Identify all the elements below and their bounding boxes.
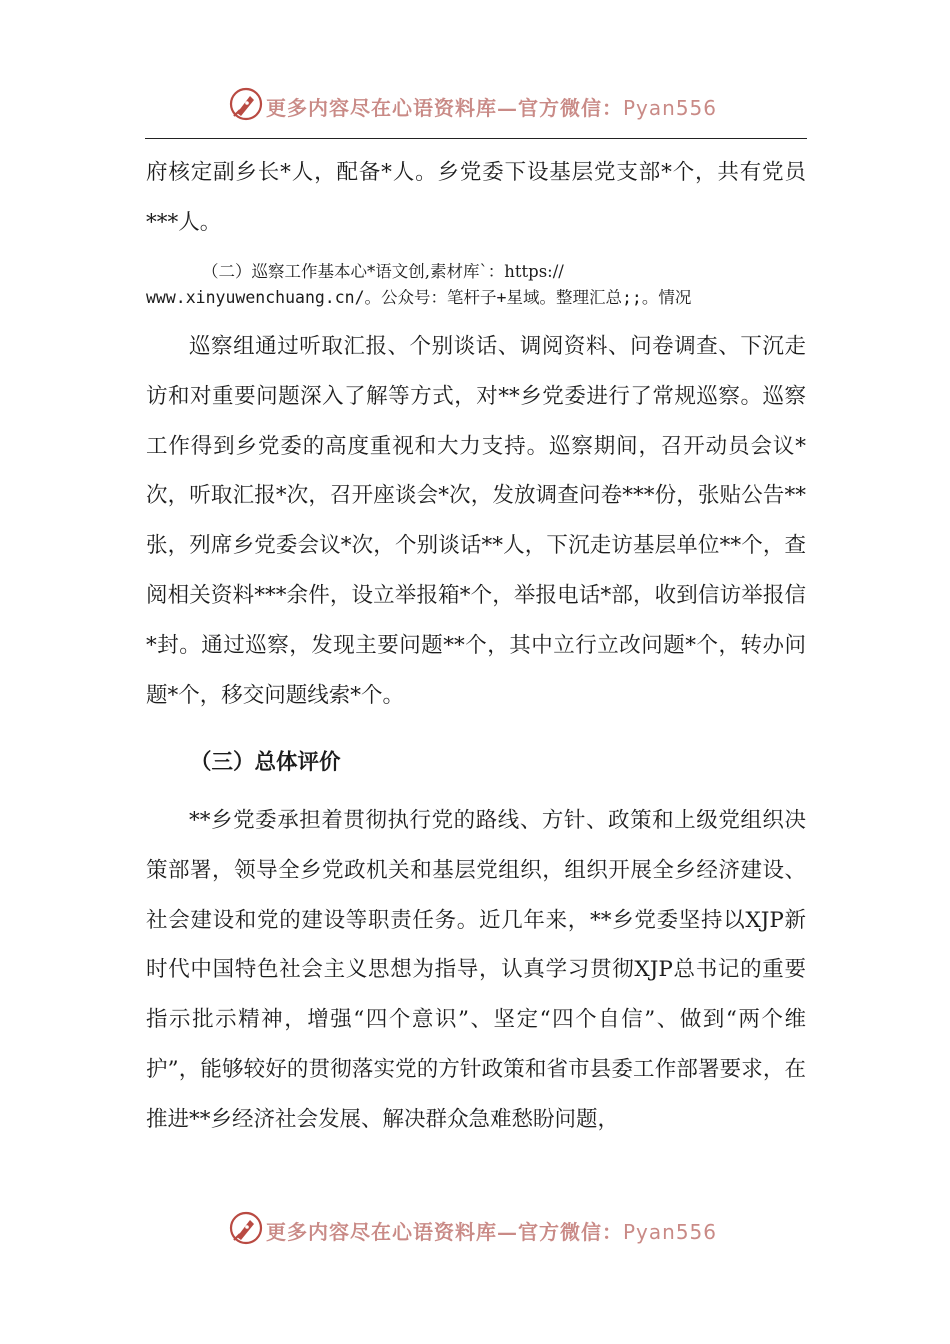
banner-text <box>266 92 717 121</box>
section-3-heading: （三）总体评价 <box>190 750 341 775</box>
section-2-heading-line1: （二）巡察工作基本心*语文创,素材库`：https:// <box>202 262 564 281</box>
paragraph-overall-evaluation: **乡党委承担着贯彻执行党的路线、方针、政策和上级党组织决策部署，领导全乡党政机关和基层党组织，组织开展全乡经济建设、社会建设和党的建设等职责任务。近几年来，**乡党委坚持以XJP新时代中国特色社会主义思想为指导，认真学习贯彻XJP总书记的重要指示批示精神，增强“四个意识”、坚定“四个自信”、做到“两个维护”，能够较好的贯彻落实党的方针政策和省市县委工作部署要求，在推进**乡经济社会发展、解决群众急难愁盼问题， <box>146 808 806 1132</box>
banner-wechat-id: Pyan556 <box>623 96 718 120</box>
section-2-heading-line2: www.xinyuwenchuang.cn/。公众号：笔杆子+星域。整理汇总;;。情况 <box>146 288 692 307</box>
footer-watermark-banner <box>0 1210 950 1250</box>
paragraph-inspection-work: 巡察组通过听取汇报、个别谈话、调阅资料、问卷调查、下沉走访和对重要问题深入了解等方式，对**乡党委进行了常规巡察。巡察工作得到乡党委的高度重视和大力支持。巡察期间，召开动员会议*次，听取汇报*次，召开座谈会*次，发放调查问卷***份，张贴公告**张，列席乡党委会议*次，个别谈话**人，下沉走访基层单位**个，查阅相关资料***余件，设立举报箱*个，举报电话*部，收到信访举报信*封。通过巡察，发现主要问题**个，其中立行立改问题*个，转办问题*个，移交问题线索*个。 <box>146 334 806 708</box>
banner-text-cn: 更多内容尽在心语资料库—官方微信： <box>266 1220 623 1244</box>
header-divider <box>145 138 807 139</box>
header-watermark-banner <box>0 86 950 126</box>
paragraph-staffing: 府核定副乡长*人，配备*人。乡党委下设基层党支部*个，共有党员***人。 <box>146 160 806 235</box>
banner-text-cn: 更多内容尽在心语资料库—官方微信： <box>266 96 623 120</box>
banner-text <box>266 1216 717 1245</box>
banner-wechat-id: Pyan556 <box>623 1220 718 1244</box>
section-2-heading-mixed <box>146 259 806 311</box>
pen-nib-logo-icon <box>228 86 264 122</box>
pen-nib-logo-icon <box>228 1210 264 1246</box>
